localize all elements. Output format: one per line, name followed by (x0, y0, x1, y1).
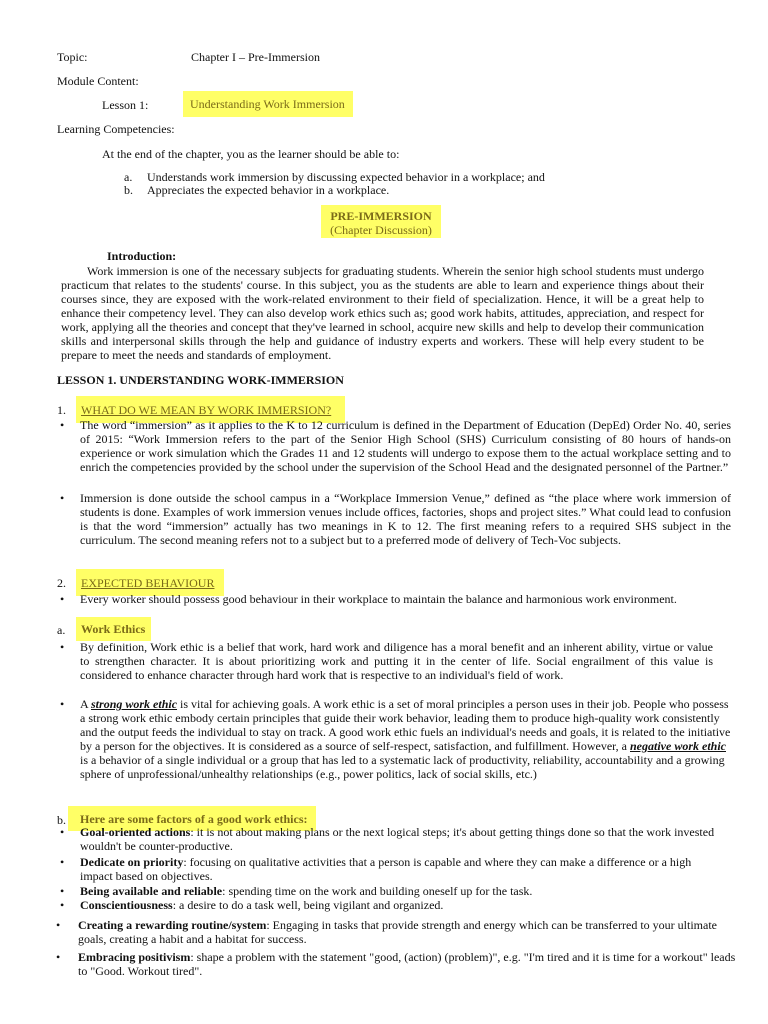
section2-number: 2. (57, 576, 66, 590)
lesson-label: Lesson 1: (102, 98, 149, 112)
introduction-text: Work immersion is one of the necessary subjects for graduating students. Wherein the senior high school students must undergo practicum that relates to the students' course. In this subject, you as the students are able to learn and experience things about their courses since, they are exposed with the work-related environment to their field of specialization. Hence, it will be a great help to enhance their competency level. They can also develop work ethics such as; good work habits, attitudes, appreciation, and respect for work, applying all the theories and concept that they've learned in school, acquire new skills and help to develop their communication skills and interpersonal skills through the help and guidance of industry experts and workers. These will help every student to be prepare to meet the needs and standards of employment. (61, 264, 704, 362)
section2-bullet-glyph: • (60, 592, 65, 606)
factor-bullet-glyph: • (60, 884, 65, 898)
work-ethics-bullet1-glyph: • (60, 640, 65, 654)
module-content-label: Module Content: (57, 74, 139, 88)
work-ethics-bullet2: A strong work ethic is vital for achieving goals. A work ethic is a set of moral principles a person uses in their job. People who possess a strong work ethic embody certain principles that guide their work behavior, leading them to produce high-quality work consistently and the output feeds the individual to stay on track. A good work ethic fuels an individual's needs and goals, it is related to the initiative by a person for the objectives. It is considered as a source of self-respect, satisfaction, and fulfillment. However, a negative work ethic is a behavior of a single individual or a group that has led to a systematic lack of productivity, reliability, accountability and a growing sphere of unprofessional/unhealthy relationships (e.g., power politics, lack of social skills, etc.) (80, 697, 731, 781)
work-ethics-title: Work Ethics (76, 617, 151, 641)
topic-label: Topic: (57, 50, 88, 64)
pre-immersion-title: PRE-IMMERSION (330, 209, 432, 223)
section1-number: 1. (57, 403, 66, 417)
factor-bullet-glyph: • (56, 918, 61, 932)
section1-bullet2-glyph: • (60, 491, 65, 505)
topic-value: Chapter I – Pre-Immersion (191, 50, 320, 64)
section2-title: EXPECTED BEHAVIOUR (76, 569, 224, 596)
competencies-intro: At the end of the chapter, you as the learner should be able to: (102, 147, 400, 161)
factor-text: : shape a problem with the statement "good, (action) (problem)", e.g. "I'm tired and it is time for a workout" leads to "Good. Workout tired". (78, 950, 736, 978)
factor-item (80, 898, 720, 912)
lesson-value: Understanding Work Immersion (183, 91, 353, 117)
factor-bullet-glyph: • (60, 855, 65, 869)
factor-term: Creating a rewarding routine/system (78, 918, 267, 932)
work-ethics-bullet2-glyph: • (60, 697, 65, 711)
factor-term: Goal-oriented actions (80, 825, 191, 839)
factor-item (78, 950, 738, 978)
factor-term: Being available and reliable (80, 884, 223, 898)
factor-bullet-glyph: • (60, 825, 65, 839)
factor-item (80, 825, 720, 853)
factor-term: Embracing positivism (78, 950, 191, 964)
competency-marker-a: a. (124, 170, 133, 184)
competency-item-b: Appreciates the expected behavior in a workplace. (147, 183, 390, 197)
section2-bullet: Every worker should possess good behaviour in their workplace to maintain the balance and harmonious work environment. (80, 592, 677, 606)
factor-term: Dedicate on priority (80, 855, 184, 869)
work-ethics-bullet1: By definition, Work ethic is a belief that work, hard work and diligence has a moral benefit and an inherent ability, virtue or value to strengthen character. It is about prioritizing work and putting it in the center of life. Social engrailment of this value is considered to enhance character through hard work that is respective to an individual's field of work. (80, 640, 713, 682)
factor-text: : a desire to do a task well, being vigilant and organized. (172, 898, 444, 912)
section1-bullet1: The word “immersion” as it applies to the K to 12 curriculum is defined in the Department of Education (DepEd) Order No. 40, series of 2015: “Work Immersion refers to the part of the Senior High School (SHS) Curriculum consisting of 80 hours of hands-on experience or work simulation which the Grades 11 and 12 students will undergo to expose them to the actual workplace setting and to enrich the competencies provided by the school under the supervision of the School Head and the designated personnel of the Partner.” (80, 418, 731, 474)
factors-title: Here are some factors of a good work ethics: (68, 806, 316, 831)
section1-bullet1-glyph: • (60, 418, 65, 432)
factor-item (78, 918, 738, 946)
lesson-heading: LESSON 1. UNDERSTANDING WORK-IMMERSION (57, 373, 344, 387)
work-ethics-marker: a. (57, 623, 66, 637)
competencies-label: Learning Competencies: (57, 122, 175, 136)
pre-immersion-subtitle: (Chapter Discussion) (330, 223, 432, 237)
factor-term: Conscientiousness (80, 898, 173, 912)
competency-marker-b: b. (124, 183, 133, 197)
section1-title: WHAT DO WE MEAN BY WORK IMMERSION? (76, 396, 345, 423)
introduction-heading: Introduction: (107, 249, 177, 263)
factor-text: : it is not about making plans or the next logical steps; it's about getting things done so that the work invested wouldn't be counter-productive. (80, 825, 715, 853)
factor-bullet-glyph: • (60, 898, 65, 912)
factor-bullet-glyph: • (56, 950, 61, 964)
factor-text: : spending time on the work and building oneself up for the task. (222, 884, 533, 898)
factor-item (80, 884, 720, 898)
competency-item-a: Understands work immersion by discussing expected behavior in a workplace; and (147, 170, 545, 184)
section1-bullet2: Immersion is done outside the school campus in a “Workplace Immersion Venue,” defined as “the place where work immersion of students is done. Examples of work immersion venues include offices, factories, shops and project sites.” What could lead to confusion is that the word “immersion” actually has two meanings in K to 12. The first meaning refers to a required SHS subject in the curriculum. The second meaning refers not to a subject but to a preferred mode of delivery of Tech-Voc subjects. (80, 491, 731, 547)
factor-text: : Engaging in tasks that provide strength and energy which can be transferred to your ultimate goals, creating a habit and a habitat for success. (78, 918, 717, 946)
factor-item (80, 855, 720, 883)
factor-text: : focusing on qualitative activities that a person is capable and where they can make a difference or a high impact based on objectives. (80, 855, 692, 883)
factors-marker: b. (57, 813, 66, 827)
